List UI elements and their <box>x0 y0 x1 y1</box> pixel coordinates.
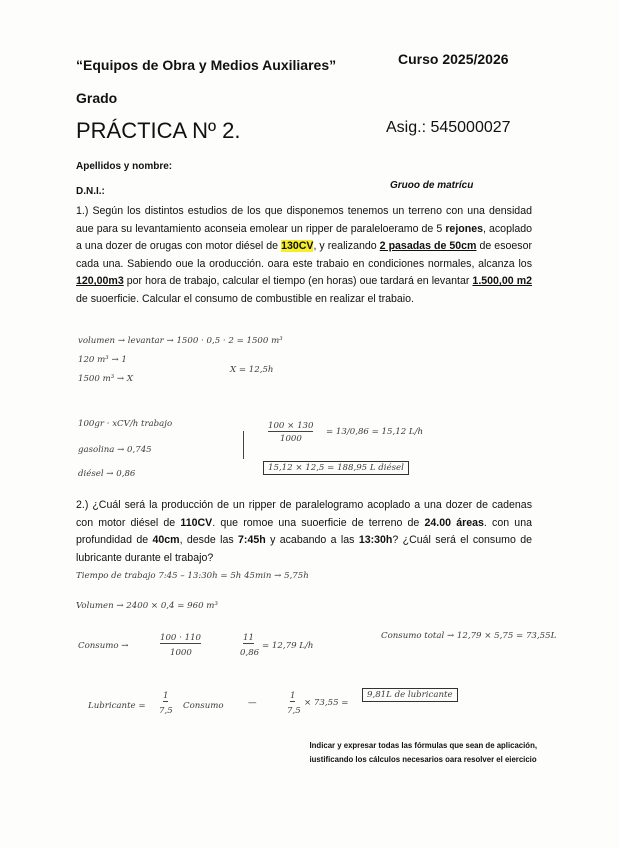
highlight-power: 130CV <box>281 240 314 253</box>
answer2-lub-word: Consumo <box>183 701 224 711</box>
answer1-formula: 100gr · xCV/h trabajo <box>78 419 173 429</box>
answer1-frac-num: 100 × 130 <box>268 421 314 431</box>
answer2-mid-num: 11 <box>243 633 254 643</box>
question-1: 1.) Según los distintos estudios de los que disponemos tenemos un terreno con una densidad aue para su levantamiento aconseia emolear un ripper de paraleloeramo de 5 rejones, acoplado a una dozer de orugas con motor diésel de 130CV, y realizando 2 pasadas de 50cm de esoesor cada una. Sabiendo oue la oroducción. oara este trabaio en condiciones normales, alcanza los 120,00m3 por hora de trabajo, calcular el tiempo (en horas) oue tardará en levantar 1.500,00 m2 de suoerficie. Calcular el consumo de combustible en realizar el trabaio. <box>76 205 533 305</box>
answer2-volume: Volumen → 2400 × 0,4 = 960 m³ <box>76 601 218 611</box>
answer1-frac-den: 1000 <box>280 434 302 444</box>
footer-line-2: iustificando los cálculos necesarios oara resolver el eiercicio <box>309 755 537 764</box>
answer1-diesel: diésel → 0,86 <box>78 469 136 479</box>
answer2-lub-frac-den: 7,5 <box>159 706 173 716</box>
answer1-total: 15,12 × 12,5 = 188,95 L diésel <box>263 461 409 475</box>
answer2-consumption-result: = 12,79 L/h <box>262 641 314 651</box>
answer1-separator <box>243 431 244 459</box>
practice-title: PRÁCTICA Nº 2. <box>76 118 241 143</box>
dni-label: D.N.I.: <box>76 186 105 197</box>
instructions-footer <box>310 739 538 767</box>
answer2-mid-den: 0,86 <box>240 648 260 658</box>
answer1-gasoline: gasolina → 0,745 <box>78 445 152 455</box>
grade-label: Grado <box>76 90 118 106</box>
answer2-frac-den: 1000 <box>170 648 192 658</box>
answer2-time: Tiempo de trabajo 7:45 – 13:30h = 5h 45min → 5,75h <box>76 571 309 581</box>
question-2: 2.) ¿Cuál será la producción de un ripper de paralelogramo acoplado a una dozer de cadenas con motor diésel de 110CV. que romoe una suoerficie de terreno de 24.00 áreas. con una profundidad de 40cm, desde las 7:45h y acabando a las 13:30h? ¿Cuál será el consumo de lubricante durante el trabajo? <box>76 499 532 564</box>
course-year: Curso 2025/2026 <box>398 51 509 67</box>
subject-code: Asig.: 545000027 <box>386 119 511 136</box>
course-title: “Equipos de Obra y Medios Auxiliares” <box>76 57 337 73</box>
answer1-rule-1: 120 m³ → 1 <box>78 355 127 365</box>
answer2-consumption-label: Consumo → <box>78 641 129 651</box>
footer-line-1: Indicar y expresar todas las fórmulas que sean de aplicación, <box>309 741 537 750</box>
answer2-lub-total: 9,81L de lubricante <box>362 688 458 702</box>
answer2-dash: — <box>248 698 257 708</box>
answer1-volume: volumen → levantar → 1500 · 0,5 · 2 = 1500 m³ <box>78 336 283 346</box>
answer2-frac-num: 100 · 110 <box>160 633 202 643</box>
answer1-consumption: = 13/0,86 = 15,12 L/h <box>326 427 424 437</box>
answer2-lubricant-label: Lubricante = <box>88 701 146 711</box>
answer2-lub-num: 1 <box>290 691 296 701</box>
group-label: Gruoo de matrícu <box>390 180 474 191</box>
answer2-total-consumption: Consumo total → 12,79 × 5,75 = 73,55L <box>381 631 557 641</box>
answer2-lub-den: 7,5 <box>287 706 301 716</box>
name-label: Apellidos y nombre: <box>76 161 173 172</box>
answer1-time: X = 12,5h <box>230 365 274 375</box>
answer1-rule-2: 1500 m³ → X <box>78 374 133 384</box>
answer2-lub-result: × 73,55 = <box>304 698 349 708</box>
answer2-lub-frac-num: 1 <box>163 691 169 701</box>
